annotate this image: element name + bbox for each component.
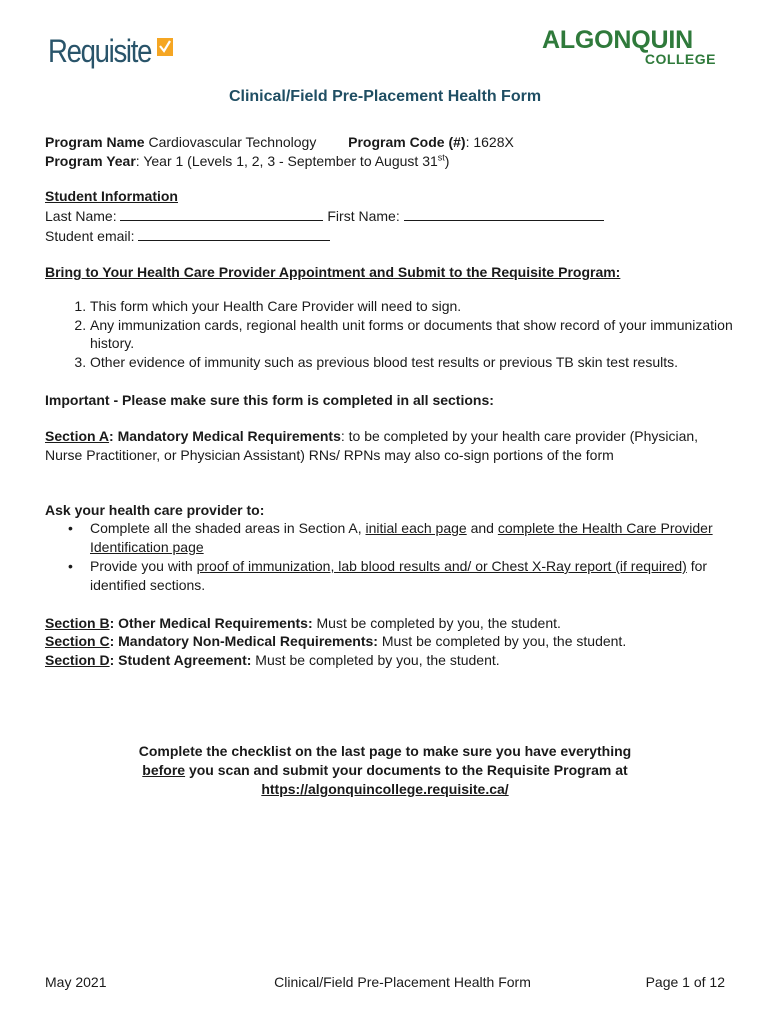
- ask-item2-tail: for identified sections.: [90, 558, 708, 593]
- requisite-url-link[interactable]: https://algonquincollege.requisite.ca/: [261, 781, 509, 797]
- section-b-text: Must be completed by you, the student.: [312, 615, 561, 631]
- student-email-field[interactable]: [138, 226, 330, 241]
- before-text: before: [142, 762, 186, 778]
- program-year-close: ): [444, 153, 450, 169]
- footer-page-number: Page 1 of 12: [645, 974, 725, 990]
- section-c-title: : Mandatory Non-Medical Requirements:: [109, 633, 378, 649]
- student-email-label: Student email:: [45, 228, 135, 244]
- list-item: [68, 557, 760, 595]
- list-item: 1. This form which your Health Care Provider will need to sign.: [90, 297, 760, 316]
- email-field-line: [45, 226, 330, 245]
- section-a-title: : Mandatory Medical Requirements: [109, 428, 341, 444]
- bring-list: [45, 297, 760, 371]
- bring-heading: Bring to Your Health Care Provider Appointment and Submit to the Requisite Program:: [45, 264, 621, 280]
- section-d-text: Must be completed by you, the student.: [251, 652, 500, 668]
- algonquin-college-logo: [542, 26, 718, 70]
- footer-form-name: Clinical/Field Pre-Placement Health Form: [274, 974, 531, 990]
- last-name-field[interactable]: [120, 206, 323, 221]
- list-item: [68, 519, 760, 557]
- section-a-text: : to be completed by your health care provider (Physician, Nurse Practitioner, or Physician Assistant) RNs/ RPNs may also co-sign portions of the form: [45, 428, 699, 463]
- bullet-icon: •: [68, 558, 73, 574]
- section-b-line: [45, 614, 561, 632]
- program-code-label: Program Code (#): [348, 134, 466, 150]
- program-name-label: Program Name: [45, 134, 145, 150]
- first-name-label: First Name:: [327, 208, 400, 224]
- first-name-field[interactable]: [404, 206, 604, 221]
- name-fields-line: [45, 206, 604, 225]
- section-b-label: Section B: [45, 615, 110, 631]
- section-d-title: : Student Agreement:: [109, 652, 252, 668]
- program-year-label: Program Year: [45, 153, 136, 169]
- bullet-icon: •: [68, 520, 73, 536]
- ask-item1-text: Complete all the shaded areas in Section A,: [90, 520, 366, 536]
- footer-date: May 2021: [45, 974, 107, 990]
- checklist-notice: [0, 742, 770, 799]
- section-d-label: Section D: [45, 652, 110, 668]
- proof-of-immunization-text: proof of immunization, lab blood results and/ or Chest X-Ray report (if required): [196, 558, 687, 574]
- program-year-sup: st: [437, 152, 445, 163]
- program-name-value: Cardiovascular Technology: [144, 134, 317, 150]
- initial-each-page-text: initial each page: [365, 520, 467, 536]
- checklist-line2-rest: you scan and submit your documents to the Requisite Program at: [185, 762, 628, 778]
- section-c-line: [45, 632, 626, 650]
- checklist-line2: [0, 761, 770, 780]
- page-title: Clinical/Field Pre-Placement Health Form: [228, 88, 542, 105]
- ask-item1-and: and: [466, 520, 498, 536]
- section-c-text: Must be completed by you, the student.: [377, 633, 627, 649]
- ask-list: [45, 519, 760, 595]
- checklist-line1: Complete the checklist on the last page to make sure you have everything: [138, 743, 632, 759]
- list-item: 3. Other evidence of immunity such as previous blood test results or previous TB skin test results.: [90, 353, 760, 372]
- program-year-line: [45, 152, 449, 170]
- program-name-line: [45, 133, 514, 151]
- section-a-paragraph: [45, 427, 715, 464]
- section-c-label: Section C: [45, 633, 110, 649]
- ask-item2-text: Provide you with: [90, 558, 197, 574]
- requisite-logo: [48, 30, 168, 72]
- section-b-title: : Other Medical Requirements:: [109, 615, 313, 631]
- algonquin-logo-text: ALGONQUIN: [542, 26, 693, 54]
- requisite-check-icon: [157, 38, 173, 56]
- program-year-value: : Year 1 (Levels 1, 2, 3 - September to August 31: [135, 153, 438, 169]
- complete-identification-text: complete the Health Care Provider Identification page: [90, 520, 713, 555]
- section-d-line: [45, 651, 500, 669]
- program-code-value: : 1628X: [465, 134, 514, 150]
- list-item: 2. Any immunization cards, regional health unit forms or documents that show record of your immunization history.: [90, 316, 760, 353]
- ask-heading: Ask your health care provider to:: [45, 502, 265, 518]
- requisite-logo-text: Requisite: [48, 32, 152, 69]
- section-a-label: Section A: [45, 428, 110, 444]
- last-name-label: Last Name:: [45, 208, 117, 224]
- college-logo-text: COLLEGE: [644, 51, 716, 67]
- student-info-heading: Student Information: [45, 188, 178, 204]
- important-note: Important - Please make sure this form is completed in all sections:: [45, 392, 494, 408]
